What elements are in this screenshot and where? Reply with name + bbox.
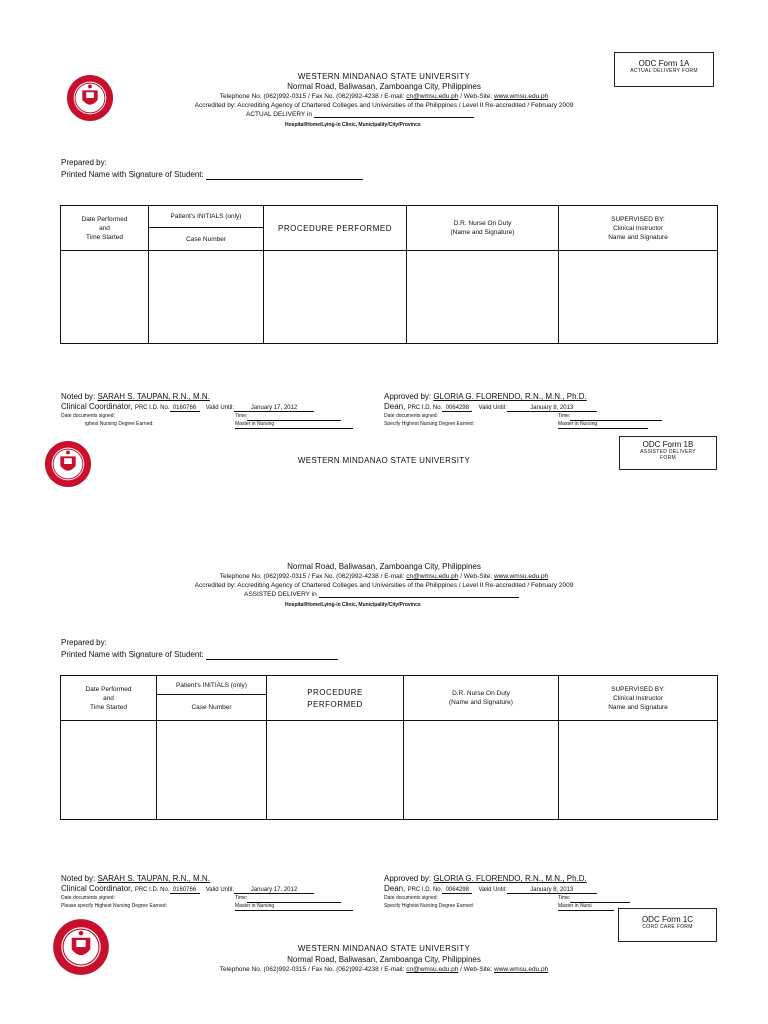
noted-by-name: SARAH S. TAUPAN, R.N., M.N. [97,392,210,401]
contact-prefix: Telephone No. (062)992-0315 / Fax No. (062)992-4238 / E-mail: [219,966,407,973]
valid-label: Valid Until: [205,405,234,411]
header-text: Clinical Instructor [613,694,663,702]
valid-label: Valid Until: [478,887,507,893]
header-text: and [99,224,110,232]
header-text: Clinical Instructor [613,224,663,232]
university-address: Normal Road, Baliwasan, Zamboanga City, Philippines [287,562,481,571]
table-cell[interactable] [157,721,267,820]
header-text: PERFORMED [307,699,363,709]
delivery-location-field[interactable] [314,117,474,118]
valid-until: January 17, 2012 [234,405,314,412]
header-text: SUPERVISED BY: [611,685,665,693]
header-patient-initials: Patient's INITIALS (only) [149,206,264,228]
date-signed-label: Date documents signed: [384,413,438,419]
contact-line [0,966,768,973]
header-procedure-performed: PROCEDURE PERFORMED [264,206,407,251]
degree-label: ighest Nursing Degree Earned: [85,421,154,427]
valid-until: January 17, 2012 [234,887,314,894]
header-text: Date Performed [81,215,128,223]
contact-line [0,93,768,100]
header-date-performed [61,206,149,251]
hospital-caption: Hospital/Home/Lying-in Clinic, Municipality/City/Province [285,122,421,128]
form-code: ODC Form 1C [641,915,694,924]
header-procedure-performed [267,676,404,721]
website-link[interactable]: www.wmsu.edu.ph [494,966,549,973]
delivery-label: ASSISTED DELIVERY in [244,591,317,598]
header-text: Time Started [86,233,123,241]
university-name: WESTERN MINDANAO STATE UNIVERSITY [297,72,471,81]
header-text: Name and Signature [608,703,668,711]
header-case-number: Case Number [149,228,264,251]
university-name: WESTERN MINDANAO STATE UNIVERSITY [297,944,471,953]
procedure-table-1a [60,205,718,344]
table-cell[interactable] [267,721,404,820]
contact-prefix: Telephone No. (062)992-0315 / Fax No. (062)992-4238 / E-mail: [219,573,407,580]
header-text: PROCEDURE [307,687,363,697]
degree-value: Master in Nursing [235,421,353,429]
header-supervised-by [559,206,718,251]
email-link[interactable]: cn@wmsu.edu.ph [406,93,459,100]
date-signed-label: Date documents signed: [61,895,115,901]
degree-label: Specify Highest Nursing Degree Earned: [384,421,475,427]
noted-by-block [61,392,353,429]
hospital-caption: Hospital/Home/Lying-in Clinic, Municipality/City/Province [285,602,421,608]
table-cell[interactable] [61,721,157,820]
prc-label: PRC I.D. No. [134,405,170,411]
noted-by-label: Noted by: [61,874,98,883]
prc-label: PRC I.D. No. [407,405,443,411]
form-code-box-1c [618,908,717,942]
table-cell[interactable] [264,251,407,344]
noted-by-label: Noted by: [61,392,98,401]
header-text: Date Performed [85,685,132,693]
prc-number: 0160766 [170,405,200,412]
student-signature-field[interactable] [206,179,363,180]
printed-name-line [61,650,338,660]
header-text: (Name and Signature) [449,699,513,706]
delivery-location-line [244,591,519,598]
form-code: ODC Form 1B [642,440,694,449]
form-code: ODC Form 1A [638,59,690,68]
time-label: Time: [558,413,571,419]
date-signed-label: Date documents signed: [384,895,438,901]
valid-label: Valid Until: [478,405,507,411]
time-label: Time: [558,895,571,901]
approved-by-title: Dean, [384,884,406,893]
header-dr-nurse [407,206,559,251]
printed-name-line [61,170,363,180]
student-signature-field[interactable] [206,659,338,660]
form-name: FORM [660,455,676,461]
header-text: SUPERVISED BY: [611,215,665,223]
contact-prefix: Telephone No. (062)992-0315 / Fax No. (062)992-4238 / E-mail: [219,93,407,100]
valid-until: January 8, 2013 [507,405,597,412]
time-label: Time: [235,413,248,419]
form-name: ACTUAL DELIVERY FORM [630,68,698,74]
prc-number: 0160766 [170,887,200,894]
email-link[interactable]: cn@wmsu.edu.ph [406,966,459,973]
degree-value: Master in Nursing [235,903,353,911]
header-text: D.R. Nurse On Duty [452,690,510,697]
degree-label: Please specify Highest Nursing Degree Earned: [61,903,167,909]
header-date-performed [61,676,157,721]
time-field[interactable] [247,895,341,903]
website-link[interactable]: www.wmsu.edu.ph [494,573,549,580]
web-prefix: / Web-Site: [458,966,495,973]
noted-by-name: SARAH S. TAUPAN, R.N., M.N. [97,874,210,883]
header-dr-nurse [404,676,559,721]
noted-by-title: Clinical Coordinator, [61,402,133,411]
prepared-by-label: Prepared by: [61,158,107,167]
accreditation-line: Accredited by: Accrediting Agency of Chartered Colleges and Universities of the Philippines / Level II Re-accredited / February 2009 [194,582,574,589]
valid-until: January 8, 2013 [507,887,597,894]
approved-by-name: GLORIA G. FLORENDO, R.N., M.N., Ph.D. [433,392,587,401]
printed-name-label: Printed Name with Signature of Student: [61,650,204,659]
accreditation-line: Accredited by: Accrediting Agency of Chartered Colleges and Universities of the Philippines / Level II Re-accredited / February 2009 [194,102,574,109]
delivery-location-field[interactable] [319,597,519,598]
prc-label: PRC I.D. No. [407,887,443,893]
time-field[interactable] [570,413,662,421]
web-prefix: / Web-Site: [458,573,495,580]
table-cell[interactable] [407,251,559,344]
approved-by-name: GLORIA G. FLORENDO, R.N., M.N., Ph.D. [433,874,587,883]
header-text: and [103,694,114,702]
prc-number: 0064298 [442,887,472,894]
noted-by-title: Clinical Coordinator, [61,884,133,893]
printed-name-label: Printed Name with Signature of Student: [61,170,204,179]
procedure-table-1b [60,675,718,820]
prc-number: 0064298 [442,405,472,412]
table-cell[interactable] [404,721,559,820]
table-cell[interactable] [149,251,264,344]
header-supervised-by [559,676,718,721]
approved-by-label: Approved by: [384,874,434,883]
noted-by-block [61,874,353,911]
delivery-label: ACTUAL DELIVERY in [246,111,312,118]
header-text: D.R. Nurse On Duty [453,220,512,227]
header-patient-initials: Patient's INITIALS (only) [157,676,267,695]
university-name: WESTERN MINDANAO STATE UNIVERSITY [297,456,471,465]
form-name: ASSISTED DELIVERY [640,449,696,455]
date-signed-label: Date documents signed: [61,413,115,419]
header-text: (Name and Signature) [450,229,515,236]
approved-by-block [384,392,662,429]
approved-by-title: Dean, [384,402,406,411]
time-label: Time: [235,895,248,901]
prepared-by-label: Prepared by: [61,638,107,647]
approved-by-label: Approved by: [384,392,434,401]
email-link[interactable]: cn@wmsu.edu.ph [406,573,459,580]
time-field[interactable] [570,895,630,903]
approved-by-block [384,874,630,911]
table-cell[interactable] [61,251,149,344]
web-prefix: / Web-Site: [458,93,495,100]
table-cell[interactable] [559,251,718,344]
time-field[interactable] [247,413,341,421]
degree-label: Specify Highest Nursing Degree Earned: [384,903,475,909]
university-address: Normal Road, Baliwasan, Zamboanga City, Philippines [287,955,481,964]
header-text: Time Started [90,703,127,711]
degree-value: Master in Nursing [558,421,648,429]
university-address: Normal Road, Baliwasan, Zamboanga City, Philippines [287,82,481,91]
delivery-location-line [246,111,474,118]
degree-value: Master in Nursi [558,903,614,911]
header-case-number: Case Number [157,695,267,721]
header-text: Name and Signature [608,233,668,241]
contact-line [0,573,768,580]
form-name: CORD CARE FORM [642,924,693,930]
website-link[interactable]: www.wmsu.edu.ph [494,93,549,100]
valid-label: Valid Until: [205,887,234,893]
table-cell[interactable] [559,721,718,820]
prc-label: PRC I.D. No. [134,887,170,893]
